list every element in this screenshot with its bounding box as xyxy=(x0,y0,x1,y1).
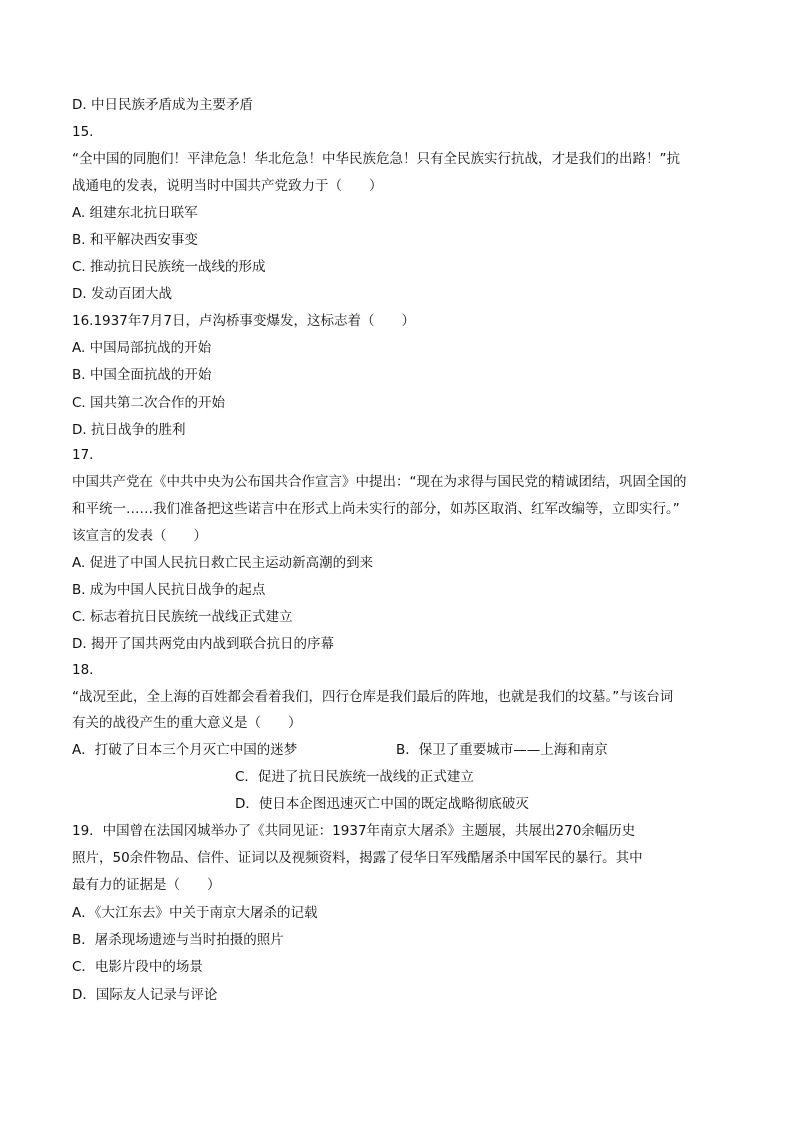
q18-option-c: C．促进了抗日民族统一战线的正式建立 xyxy=(235,769,474,785)
q16-stem: 16.1937年7月7日，卢沟桥事变爆发，这标志着（ ） xyxy=(72,313,416,329)
q17-stem-line1: 中国共产党在《中共中央为公布国共合作宣言》中提出：“现在为求得与国民党的精诚团结，巩固全国的 xyxy=(72,474,687,490)
q19-stem-line2: 照片，50余件物品、信件、证词以及视频资料，揭露了侵华日军残酷屠杀中国军民的暴行。其中 xyxy=(72,850,643,866)
q15-number: 15. xyxy=(72,124,94,140)
q18-number: 18. xyxy=(72,662,94,678)
q15-option-d: D. 发动百团大战 xyxy=(72,286,172,302)
q16-option-d: D. 抗日战争的胜利 xyxy=(72,422,186,438)
q18-stem-line2: 有关的战役产生的重大意义是（ ） xyxy=(72,715,302,731)
q16-option-b: B. 中国全面抗战的开始 xyxy=(72,367,212,383)
q17-stem-line2: 和平统一……我们准备把这些诺言中在形式上尚未实行的部分，如苏区取消、红军改编等，立即实行。” xyxy=(72,501,680,517)
q19-stem-line1: 19．中国曾在法国冈城举办了《共同见证：1937年南京大屠杀》主题展，共展出270余幅历史 xyxy=(72,823,636,839)
q16-option-a: A. 中国局部抗战的开始 xyxy=(72,340,212,356)
q15-option-b: B. 和平解决西安事变 xyxy=(72,232,198,248)
q15-option-c: C. 推动抗日民族统一战线的形成 xyxy=(72,259,266,275)
q19-option-a: A．《大江东去》中关于南京大屠杀的记载 xyxy=(72,905,318,921)
q17-option-a: A. 促进了中国人民抗日救亡民主运动新高潮的到来 xyxy=(72,555,374,571)
q17-stem-line3: 该宣言的发表（ ） xyxy=(72,528,207,544)
q19-option-b: B．屠杀现场遗迹与当时拍摄的照片 xyxy=(72,932,284,948)
q19-option-c: C．电影片段中的场景 xyxy=(72,959,203,975)
q14-option-d: D. 中日民族矛盾成为主要矛盾 xyxy=(72,97,253,113)
q15-option-a: A. 组建东北抗日联军 xyxy=(72,205,198,221)
q19-option-d: D．国际友人记录与评论 xyxy=(72,987,218,1003)
q17-option-d: D. 揭开了国共两党由内战到联合抗日的序幕 xyxy=(72,636,334,652)
q17-option-c: C. 标志着抗日民族统一战线正式建立 xyxy=(72,609,293,625)
q15-stem-line2: 战通电的发表，说明当时中国共产党致力于（ ） xyxy=(72,178,383,194)
q17-option-b: B. 成为中国人民抗日战争的起点 xyxy=(72,582,266,598)
q18-stem-line1: “战况至此，全上海的百姓都会看着我们，四行仓库是我们最后的阵地，也就是我们的坟墓。”与该台词 xyxy=(72,689,674,705)
q18-option-d: D．使日本企图迅速灭亡中国的既定战略彻底破灭 xyxy=(235,796,529,812)
q15-stem-line1: “全中国的同胞们！平津危急！华北危急！中华民族危急！只有全民族实行抗战，才是我们的出路！”抗 xyxy=(72,151,680,167)
q18-option-b: B．保卫了重要城市——上海和南京 xyxy=(396,742,608,758)
q18-option-a: A．打破了日本三个月灭亡中国的迷梦 xyxy=(72,742,298,758)
q16-option-c: C. 国共第二次合作的开始 xyxy=(72,395,226,411)
q17-number: 17. xyxy=(72,447,94,463)
q19-stem-line3: 最有力的证据是（ ） xyxy=(72,877,221,893)
